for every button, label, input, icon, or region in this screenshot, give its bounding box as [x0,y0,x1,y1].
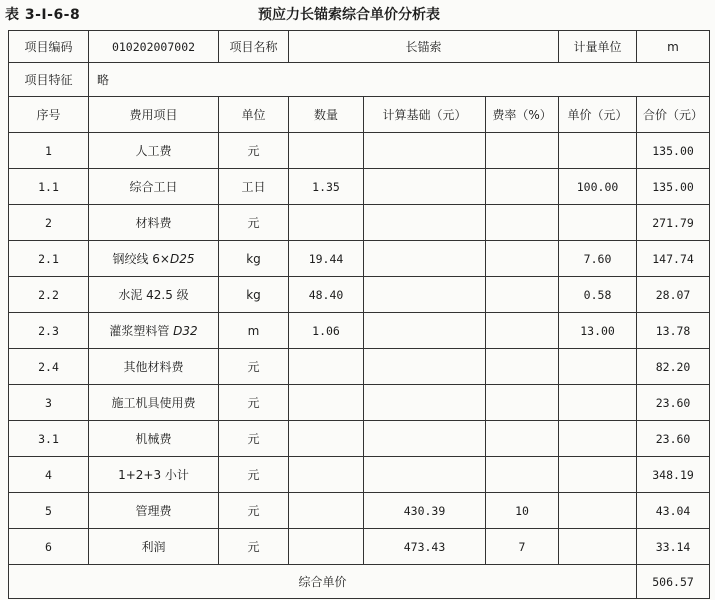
table-row [9,349,710,385]
cell-unit [219,457,289,493]
summary-value: 506.57 [637,565,710,599]
cell-no [9,133,89,169]
cell-no-text: 1.1 [38,179,59,194]
summary-label: 综合单价 [9,565,637,599]
cell-unit [219,529,289,565]
cell-base [364,241,486,277]
cell-item [89,169,219,205]
cell-item-text: 灌浆塑料管 [109,324,174,338]
cell-unit-text: 元 [247,396,260,410]
cell-rate [486,133,559,169]
code-value: 010202007002 [89,31,219,63]
cell-price-text: 13.00 [580,323,615,338]
cell-unit [219,241,289,277]
table-row [9,133,710,169]
cell-price [559,169,637,205]
cell-total [637,133,710,169]
cell-rate [486,385,559,421]
cell-rate [486,277,559,313]
table-row [9,493,710,529]
cell-rate [486,349,559,385]
cell-no-text: 5 [45,503,52,518]
cell-item-text: 综合工日 [129,180,178,194]
cell-no [9,493,89,529]
cell-unit-text: 元 [247,216,260,230]
cell-no [9,205,89,241]
cell-total [637,385,710,421]
cell-total [637,457,710,493]
cell-price [559,421,637,457]
cell-unit-text: 元 [247,432,260,446]
unit-label: 计量单位 [559,31,637,63]
title-row [0,0,715,26]
cell-total [637,169,710,205]
cell-no-text: 3.1 [38,431,59,446]
cell-item [89,133,219,169]
cell-total-text: 33.14 [655,539,691,554]
cell-qty [289,133,364,169]
cell-no [9,169,89,205]
table-title: 预应力长锚索综合单价分析表 [258,7,440,23]
cell-unit-text: 元 [247,360,260,374]
table-row [9,313,710,349]
cell-total-text: 135.00 [652,143,694,158]
cell-price [559,457,637,493]
cell-qty [289,277,364,313]
cell-no [9,313,89,349]
cell-unit-text: kg [246,287,261,302]
cell-item-text: 水泥 42.5 级 [118,288,189,302]
cell-item [89,421,219,457]
cell-no-text: 2.3 [38,323,59,338]
cell-unit-text: 工日 [241,180,266,194]
cell-total [637,529,710,565]
cell-qty [289,493,364,529]
cell-no-text: 1 [45,143,52,158]
cell-unit [219,421,289,457]
summary-row [9,565,710,599]
cell-price [559,529,637,565]
cell-qty-text: 1.06 [312,323,340,338]
cell-item [89,277,219,313]
cell-total [637,241,710,277]
cell-item [89,529,219,565]
cell-item-text: 施工机具使用费 [111,396,196,410]
cell-unit-text: 元 [247,468,260,482]
cell-total [637,493,710,529]
cell-base [364,421,486,457]
cell-unit [219,493,289,529]
cell-unit-text: 元 [247,504,260,518]
cell-qty [289,205,364,241]
cell-qty [289,421,364,457]
cell-rate [486,313,559,349]
cell-item-text: 其他材料费 [123,360,184,374]
cell-qty-text: 19.44 [308,251,344,266]
cell-item [89,493,219,529]
cell-price [559,277,637,313]
cell-item [89,349,219,385]
table-row [9,457,710,493]
cell-unit [219,349,289,385]
column-header: 合价（元） [637,97,710,133]
cell-no-text: 4 [45,467,52,482]
cell-unit [219,313,289,349]
cell-price [559,241,637,277]
item-variable: D25 [170,252,195,266]
cell-total [637,421,710,457]
feature-value: 略 [89,63,710,97]
table-row [9,277,710,313]
feature-row [9,63,710,97]
cell-item [89,457,219,493]
table-row [9,529,710,565]
cell-rate [486,421,559,457]
cell-rate [486,493,559,529]
cell-total-text: 23.60 [655,395,691,410]
cell-total [637,313,710,349]
cell-unit [219,277,289,313]
cell-no [9,349,89,385]
name-value: 长锚索 [289,31,559,63]
cell-no-text: 6 [45,539,52,554]
cell-total-text: 147.74 [652,251,694,266]
cell-total-text: 28.07 [655,287,691,302]
cell-rate-text: 10 [515,503,529,518]
column-header: 序号 [9,97,89,133]
cell-no-text: 3 [45,395,52,410]
unit-value: m [637,31,710,63]
code-label: 项目编码 [9,31,89,63]
cell-price [559,349,637,385]
cell-item-text: 材料费 [135,216,172,230]
table-number: 表 3-Ⅰ-6-8 [5,7,81,23]
cell-no-text: 2 [45,215,52,230]
cell-total-text: 135.00 [652,179,694,194]
cell-total-text: 43.04 [655,503,691,518]
cell-item [89,385,219,421]
cell-base-text: 473.43 [403,539,446,554]
cell-unit [219,385,289,421]
cell-item [89,205,219,241]
cell-rate [486,169,559,205]
cell-total-text: 13.78 [655,323,691,338]
cell-qty [289,349,364,385]
table-row [9,385,710,421]
cell-rate-text: 7 [518,539,526,554]
cell-total-text: 82.20 [655,359,691,374]
cell-base [364,349,486,385]
cell-unit [219,169,289,205]
cell-base [364,205,486,241]
cell-item-text: 机械费 [135,432,172,446]
table-row [9,205,710,241]
cell-base [364,169,486,205]
column-header: 计算基础（元） [364,97,486,133]
cell-price-text: 100.00 [576,179,619,194]
cell-no [9,241,89,277]
cell-no [9,385,89,421]
cell-unit-text: kg [246,251,261,266]
unit-price-analysis-table [8,30,710,599]
cell-no-text: 2.2 [38,287,59,302]
cell-rate [486,457,559,493]
cell-price [559,493,637,529]
data-rows [9,133,710,565]
cell-unit [219,133,289,169]
name-label: 项目名称 [219,31,289,63]
cell-total [637,277,710,313]
column-header: 费用项目 [89,97,219,133]
cell-rate [486,205,559,241]
column-header: 数量 [289,97,364,133]
cell-unit-text: 元 [247,540,260,554]
cell-total-text: 23.60 [655,431,691,446]
cell-qty-text: 48.40 [308,287,344,302]
cell-qty [289,385,364,421]
cell-base [364,313,486,349]
table-row [9,241,710,277]
cell-rate [486,241,559,277]
cell-rate [486,529,559,565]
cell-price [559,205,637,241]
cell-item [89,313,219,349]
cell-no [9,457,89,493]
cell-item-text: 利润 [141,540,166,554]
feature-label: 项目特征 [9,63,89,97]
cell-total-text: 271.79 [652,215,694,230]
cell-qty [289,529,364,565]
cell-base [364,133,486,169]
cell-price [559,385,637,421]
column-header: 费率（%） [486,97,559,133]
cell-qty [289,457,364,493]
cell-price-text: 7.60 [583,251,612,266]
table-row [9,421,710,457]
cell-price [559,133,637,169]
cell-qty [289,241,364,277]
cell-item-text: 管理费 [135,504,172,518]
cell-price [559,313,637,349]
cell-unit-text: m [247,323,260,338]
cell-base [364,529,486,565]
cell-no [9,529,89,565]
header-row [9,31,710,63]
cell-base [364,457,486,493]
cell-unit [219,205,289,241]
cell-price-text: 0.58 [583,287,612,302]
cell-base-text: 430.39 [403,503,446,518]
cell-total-text: 348.19 [652,467,694,482]
cell-no-text: 2.4 [38,359,59,374]
cell-item-text: 1+2+3 小计 [118,468,189,482]
cell-no [9,277,89,313]
cell-no-text: 2.1 [38,251,59,266]
column-header: 单价（元） [559,97,637,133]
cell-no [9,421,89,457]
cell-qty [289,169,364,205]
cell-base [364,493,486,529]
column-header: 单位 [219,97,289,133]
cell-base [364,385,486,421]
cell-base [364,277,486,313]
table-row [9,169,710,205]
cell-qty [289,313,364,349]
item-variable: D32 [173,324,198,338]
column-header-row [9,97,710,133]
cell-item-text: 钢绞线 6× [112,252,170,266]
cell-item-text: 人工费 [135,144,172,158]
cell-unit-text: 元 [247,144,260,158]
cell-total [637,205,710,241]
cell-item [89,241,219,277]
cell-qty-text: 1.35 [312,179,340,194]
cell-total [637,349,710,385]
